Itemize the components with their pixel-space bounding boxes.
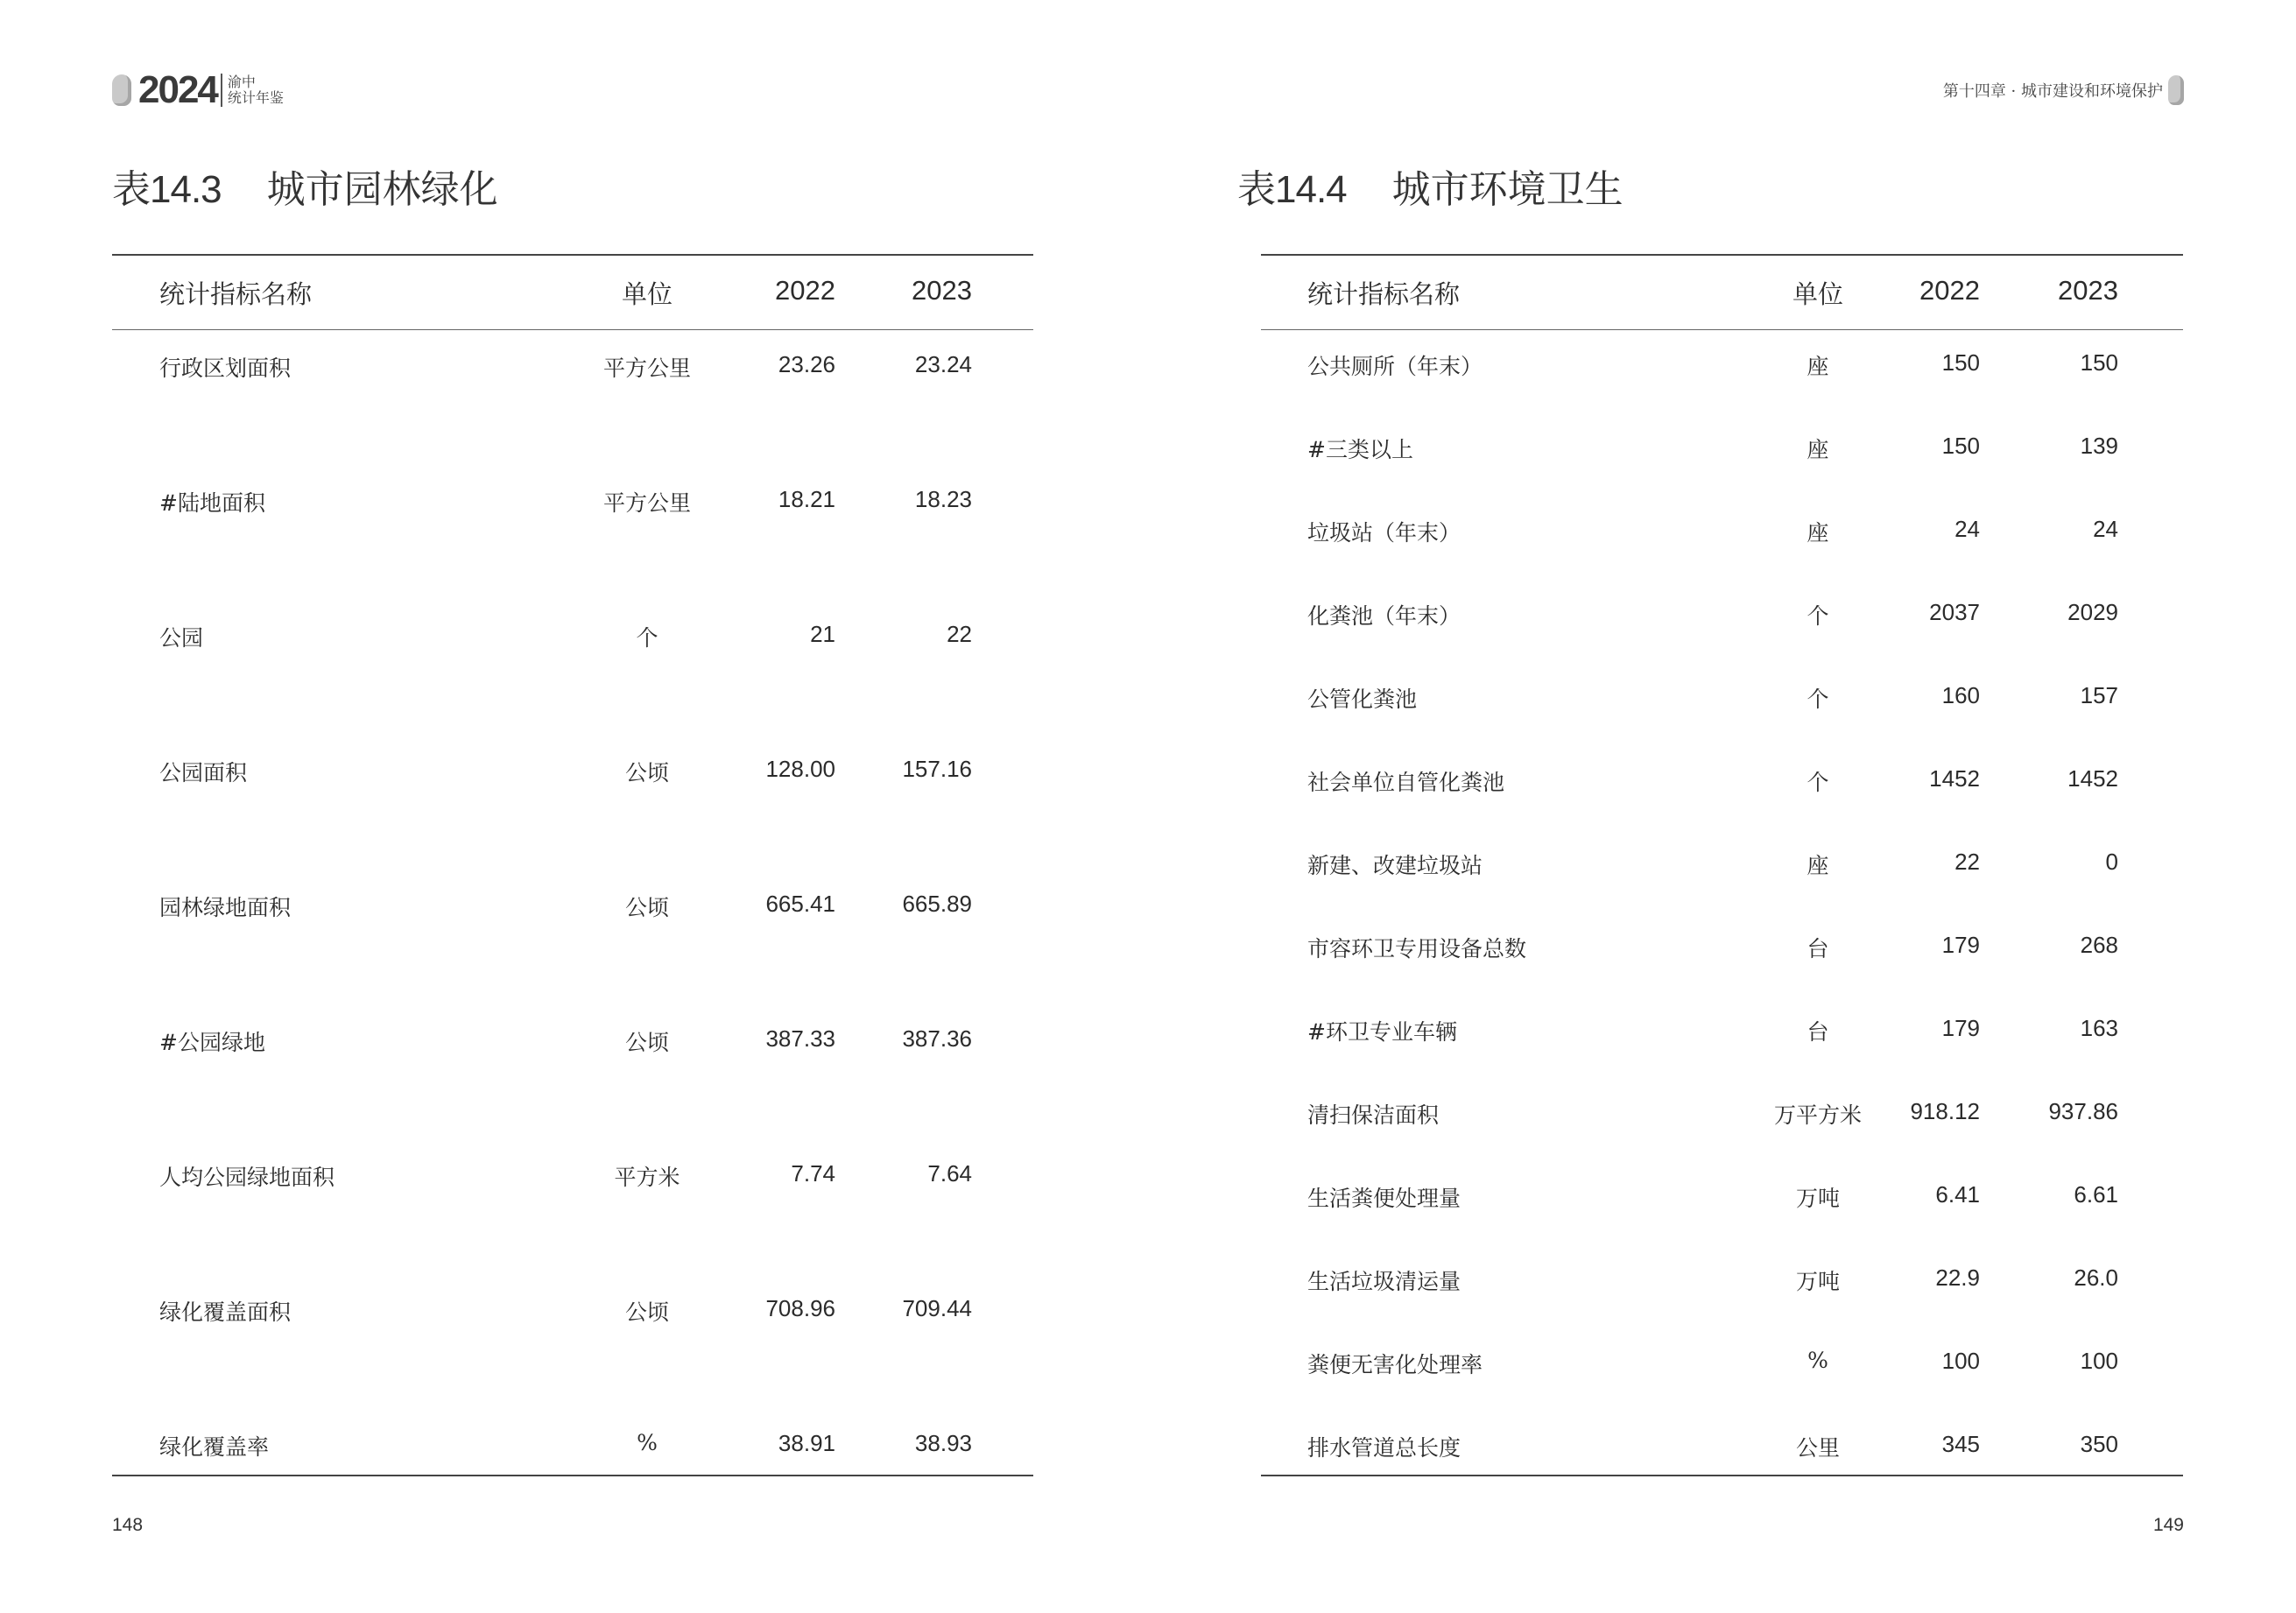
value-2023: 22 [947, 621, 972, 647]
indicator-name: 生活粪便处理量 [1307, 1186, 1461, 1211]
table-title [1237, 158, 1623, 214]
value-2022: 708.96 [765, 1295, 835, 1321]
chapter-header [1943, 75, 2184, 105]
table-number: 表14.4 [1237, 168, 1347, 211]
value-2022: 6.41 [1935, 1181, 1980, 1208]
unit-cell: 公里 [1795, 1435, 1840, 1461]
header-year: 2024 [138, 68, 217, 111]
chapter-title: 第十四章 · 城市建设和环境保护 [1942, 82, 2163, 101]
page-number: 149 [2152, 1515, 2184, 1535]
yearbook-logo-icon [112, 74, 131, 106]
value-2022: 38.91 [778, 1430, 835, 1456]
value-2022: 7.74 [791, 1160, 835, 1187]
column-header-unit: 单位 [621, 279, 673, 309]
value-2023: 163 [2080, 1015, 2118, 1041]
value-2023: 150 [2080, 349, 2118, 376]
column-header-2023: 2023 [2058, 275, 2118, 306]
page-number: 148 [112, 1515, 144, 1535]
indicator-name: 垃圾站（年末） [1307, 520, 1461, 546]
indicator-name: 粪便无害化处理率 [1307, 1352, 1483, 1377]
unit-cell: 万平方米 [1773, 1102, 1862, 1128]
value-2022: 160 [1941, 682, 1980, 708]
unit-cell: 万吨 [1795, 1186, 1840, 1211]
table-name: 城市环境卫生 [1391, 167, 1623, 212]
value-2023: 157 [2080, 682, 2118, 708]
value-2023: 2029 [2067, 599, 2118, 625]
value-2022: 150 [1941, 433, 1980, 459]
value-2023: 38.93 [914, 1430, 972, 1456]
value-2022: 179 [1941, 1015, 1980, 1041]
value-2022: 387.33 [765, 1025, 835, 1052]
unit-cell: % [637, 1430, 658, 1455]
indicator-name: 市容环卫专用设备总数 [1307, 936, 1527, 961]
unit-cell: 个 [1807, 603, 1829, 629]
indicator-name: 人均公园绿地面积 [159, 1165, 335, 1190]
indicator-name: 公园面积 [159, 760, 248, 785]
column-header-2023: 2023 [912, 275, 972, 306]
value-2023: 268 [2080, 932, 2118, 958]
unit-cell: 台 [1807, 1019, 1829, 1045]
yearbook-header [112, 68, 284, 112]
value-2022: 24 [1954, 516, 1980, 542]
table-title [112, 158, 498, 214]
value-2023: 139 [2080, 433, 2118, 459]
table-header-row [1261, 256, 2183, 330]
indicator-name: #公园绿地 [159, 1030, 265, 1055]
unit-cell: 公顷 [624, 1300, 669, 1325]
indicator-name: 新建、改建垃圾站 [1307, 853, 1483, 878]
value-2023: 18.23 [914, 486, 972, 512]
value-2023: 0 [2105, 849, 2118, 875]
table-name: 城市园林绿化 [266, 167, 498, 212]
unit-cell: 公顷 [624, 895, 669, 920]
unit-cell: 平方公里 [602, 490, 691, 516]
column-header-2022: 2022 [775, 275, 835, 306]
value-2022: 918.12 [1910, 1098, 1980, 1124]
header-subtitle-line2: 统计年鉴 [227, 89, 284, 106]
unit-cell: 座 [1807, 520, 1829, 546]
indicator-name: 园林绿地面积 [159, 895, 292, 920]
header-subtitle [228, 74, 284, 106]
unit-cell: 个 [1807, 687, 1829, 712]
value-2022: 21 [810, 621, 835, 647]
column-header-2022: 2022 [1919, 275, 1980, 306]
unit-cell: 公顷 [624, 1030, 669, 1055]
indicator-name: 排水管道总长度 [1307, 1435, 1461, 1461]
value-2023: 7.64 [927, 1160, 972, 1187]
value-2022: 18.21 [778, 486, 835, 512]
value-2022: 2037 [1929, 599, 1980, 625]
value-2023: 350 [2080, 1431, 2118, 1457]
unit-cell: 个 [1807, 770, 1829, 795]
value-2022: 128.00 [765, 756, 835, 782]
value-2022: 665.41 [765, 891, 835, 917]
value-2023: 24 [2093, 516, 2118, 542]
value-2022: 150 [1941, 349, 1980, 376]
column-header-indicator: 统计指标名称 [159, 279, 313, 309]
value-2023: 387.36 [902, 1025, 972, 1052]
unit-cell: 座 [1807, 853, 1829, 878]
value-2022: 345 [1941, 1431, 1980, 1457]
table-header-row [112, 256, 1033, 330]
column-header-indicator: 统计指标名称 [1307, 279, 1461, 309]
value-2023: 1452 [2067, 765, 2118, 792]
indicator-name: 绿化覆盖面积 [159, 1300, 292, 1325]
unit-cell: 座 [1807, 354, 1829, 379]
indicator-name: 公共厕所（年末） [1307, 354, 1483, 379]
header-divider [221, 74, 222, 107]
value-2022: 179 [1941, 932, 1980, 958]
indicator-name: 生活垃圾清运量 [1307, 1269, 1461, 1294]
column-header-unit: 单位 [1792, 279, 1843, 309]
value-2023: 26.0 [2074, 1264, 2118, 1291]
value-2022: 22.9 [1935, 1264, 1980, 1291]
table-urban-greening [112, 254, 1033, 1476]
indicator-name: 行政区划面积 [159, 356, 292, 381]
unit-cell: % [1807, 1348, 1828, 1373]
indicator-name: 清扫保洁面积 [1307, 1102, 1440, 1128]
unit-cell: 公顷 [624, 760, 669, 785]
value-2023: 709.44 [902, 1295, 972, 1321]
yearbook-logo-icon [2168, 75, 2184, 105]
indicator-name: #三类以上 [1307, 437, 1413, 462]
unit-cell: 万吨 [1795, 1269, 1840, 1294]
value-2023: 665.89 [902, 891, 972, 917]
value-2022: 22 [1954, 849, 1980, 875]
indicator-name: 公园 [159, 625, 204, 651]
right-page [1148, 0, 2296, 1613]
value-2023: 937.86 [2048, 1098, 2118, 1124]
header-subtitle-line1: 渝中 [227, 74, 256, 90]
value-2023: 6.61 [2074, 1181, 2118, 1208]
unit-cell: 座 [1807, 437, 1829, 462]
value-2023: 100 [2080, 1348, 2118, 1374]
value-2022: 23.26 [778, 351, 835, 377]
value-2023: 157.16 [902, 756, 972, 782]
indicator-name: 绿化覆盖率 [159, 1434, 270, 1460]
table-environmental-sanitation [1261, 254, 2183, 1476]
unit-cell: 个 [636, 625, 659, 651]
value-2022: 100 [1941, 1348, 1980, 1374]
value-2022: 1452 [1929, 765, 1980, 792]
unit-cell: 平方米 [614, 1165, 680, 1190]
indicator-name: 化粪池（年末） [1307, 603, 1461, 629]
indicator-name: #环卫专业车辆 [1307, 1019, 1457, 1045]
indicator-name: #陆地面积 [159, 490, 265, 516]
indicator-name: 社会单位自管化粪池 [1307, 770, 1505, 795]
unit-cell: 平方公里 [602, 356, 691, 381]
value-2023: 23.24 [914, 351, 972, 377]
table-number: 表14.3 [112, 168, 222, 211]
unit-cell: 台 [1807, 936, 1829, 961]
indicator-name: 公管化粪池 [1307, 687, 1418, 712]
